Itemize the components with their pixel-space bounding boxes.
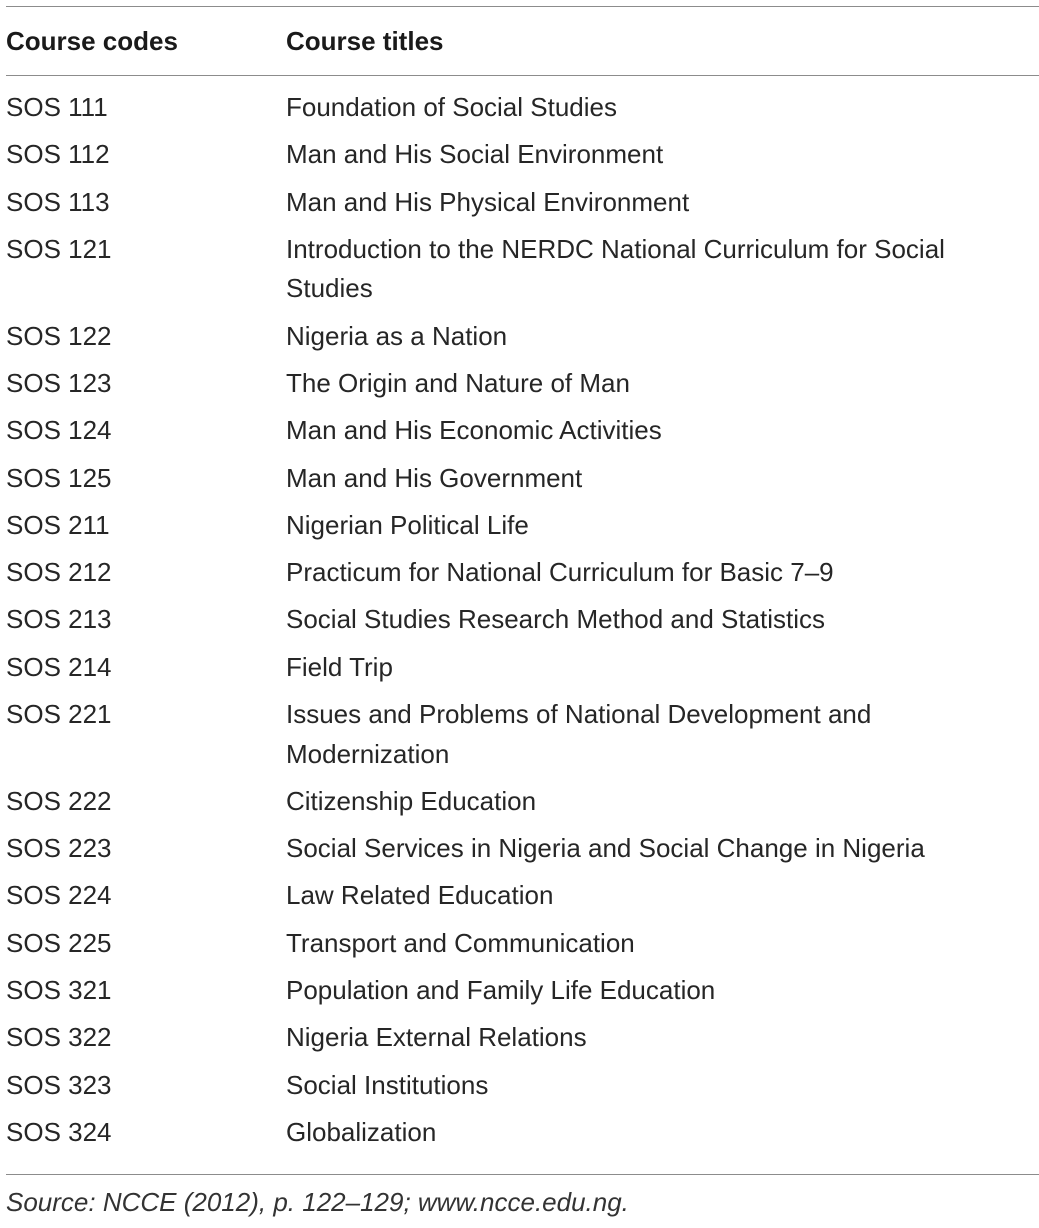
course-title-cell: Foundation of Social Studies (286, 92, 617, 122)
course-code-cell: SOS 123 (6, 367, 112, 398)
course-title-cell: Introduction to the NERDC National Curriculum for Social Studies (286, 233, 945, 304)
course-title-cell: Transport and Communication (286, 927, 635, 958)
table-row (6, 782, 1039, 829)
table-row (6, 829, 1039, 876)
table-row (6, 971, 1039, 1018)
course-code-cell: SOS 322 (6, 1022, 112, 1053)
table-row (6, 695, 1039, 782)
course-code-cell: SOS 112 (6, 139, 110, 170)
course-code-cell: SOS 223 (6, 833, 112, 864)
course-title-cell: Citizenship Education (286, 785, 537, 816)
course-table (6, 6, 1039, 1219)
course-title-cell: The Origin and Nature of Man (286, 367, 630, 398)
course-title-cell: Practicum for National Curriculum for Basic 7–9 (286, 557, 834, 588)
table-body (6, 76, 1039, 1174)
course-title-cell: Man and His Government (286, 462, 583, 493)
course-code-cell: SOS 221 (6, 699, 112, 730)
table-row (6, 411, 1039, 458)
table-row (6, 1113, 1039, 1160)
course-code-cell: SOS 113 (6, 186, 110, 217)
table-row (6, 553, 1039, 600)
course-title-cell: Social Services in Nigeria and Social Change in Nigeria (286, 833, 925, 864)
header-course-codes: Course codes (6, 25, 178, 56)
course-title-cell: Field Trip (286, 651, 393, 682)
course-title-cell: Law Related Education (286, 880, 554, 911)
table-row (6, 876, 1039, 923)
header-course-titles: Course titles (286, 25, 444, 56)
course-code-cell: SOS 125 (6, 462, 112, 493)
course-code-cell: SOS 222 (6, 785, 112, 816)
course-code-cell: SOS 214 (6, 651, 112, 682)
course-code-cell: SOS 122 (6, 320, 112, 351)
course-code-cell: SOS 124 (6, 415, 112, 446)
table-row (6, 364, 1039, 411)
table-row (6, 183, 1039, 230)
table-header-row (6, 7, 1039, 75)
course-code-cell: SOS 225 (6, 927, 112, 958)
course-title-cell: Nigeria as a Nation (286, 320, 508, 351)
course-title-cell: Man and His Economic Activities (286, 415, 662, 446)
course-title-cell: Man and His Social Environment (286, 139, 664, 170)
table-row (6, 506, 1039, 553)
table-row (6, 230, 1039, 317)
course-title-cell: Man and His Physical Environment (286, 186, 690, 217)
course-code-cell: SOS 324 (6, 1116, 112, 1147)
course-code-cell: SOS 213 (6, 604, 112, 635)
course-title-cell: Nigeria External Relations (286, 1022, 587, 1053)
table-row (6, 459, 1039, 506)
course-code-cell: SOS 121 (6, 233, 112, 264)
course-title-cell: Globalization (286, 1116, 437, 1147)
course-code-cell: SOS 323 (6, 1069, 112, 1100)
table-source-note: Source: NCCE (2012), p. 122–129; www.ncce.edu.ng. (6, 1187, 629, 1218)
course-code-cell: SOS 321 (6, 975, 112, 1006)
table-row (6, 88, 1039, 135)
course-code-cell: SOS 224 (6, 880, 112, 911)
course-title-cell: Population and Family Life Education (286, 975, 716, 1006)
table-row (6, 600, 1039, 647)
table-row (6, 317, 1039, 364)
course-code-cell: SOS 111 (6, 92, 108, 122)
table-row (6, 1066, 1039, 1113)
course-title-cell: Nigerian Political Life (286, 509, 529, 540)
course-title-cell: Social Studies Research Method and Statistics (286, 604, 826, 635)
course-code-cell: SOS 211 (6, 509, 110, 540)
course-title-cell: Social Institutions (286, 1069, 489, 1100)
table-row (6, 648, 1039, 695)
course-code-cell: SOS 212 (6, 557, 112, 588)
table-row (6, 924, 1039, 971)
course-title-cell: Issues and Problems of National Development and Modernization (286, 699, 872, 769)
table-row (6, 1018, 1039, 1065)
table-row (6, 135, 1039, 182)
